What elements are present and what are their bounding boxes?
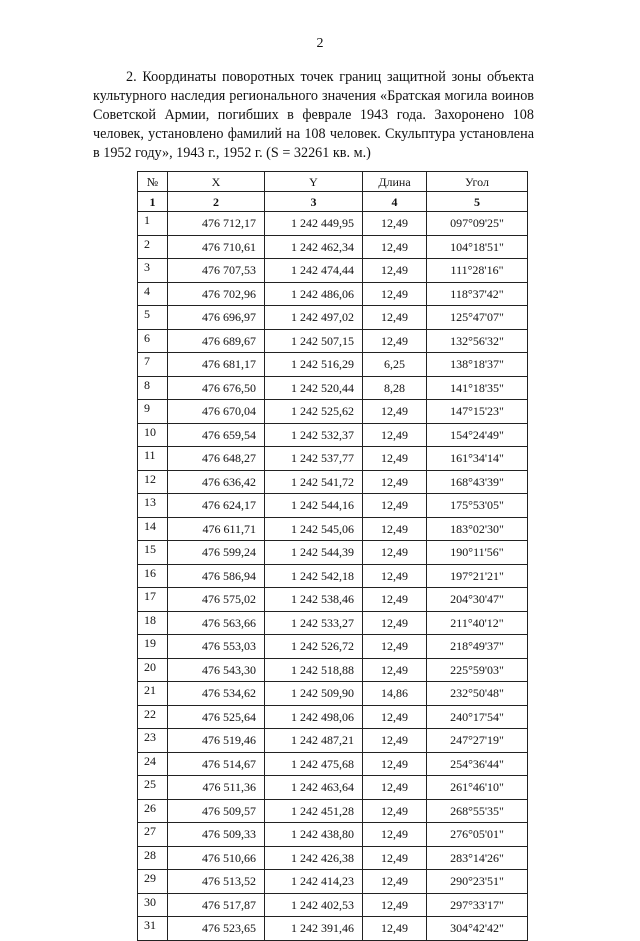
cell-angle: 225°59'03": [427, 658, 528, 682]
cell-x: 476 553,03: [168, 635, 265, 659]
table-row: [138, 611, 528, 635]
cell-angle: 240°17'54": [427, 705, 528, 729]
cell-x: 476 514,67: [168, 752, 265, 776]
cell-x: 476 670,04: [168, 400, 265, 424]
cell-y: 1 242 516,29: [265, 353, 363, 377]
cell-y: 1 242 525,62: [265, 400, 363, 424]
table-row: [138, 846, 528, 870]
table-row: [138, 588, 528, 612]
cell-x: 476 696,97: [168, 306, 265, 330]
cell-y: 1 242 463,64: [265, 776, 363, 800]
cell-length: 12,49: [363, 306, 427, 330]
table-row: [138, 917, 528, 941]
cell-angle: 175°53'05": [427, 494, 528, 518]
table-row: [138, 541, 528, 565]
cell-length: 12,49: [363, 611, 427, 635]
cell-point-number: 14: [138, 517, 168, 541]
column-number: 1: [138, 192, 168, 212]
cell-y: 1 242 449,95: [265, 212, 363, 236]
cell-x: 476 525,64: [168, 705, 265, 729]
cell-x: 476 681,17: [168, 353, 265, 377]
table-row: [138, 282, 528, 306]
cell-point-number: 25: [138, 776, 168, 800]
cell-x: 476 710,61: [168, 235, 265, 259]
cell-y: 1 242 545,06: [265, 517, 363, 541]
cell-angle: 218°49'37": [427, 635, 528, 659]
table-row: [138, 212, 528, 236]
cell-y: 1 242 537,77: [265, 447, 363, 471]
cell-angle: 276°05'01": [427, 823, 528, 847]
cell-angle: 154°24'49": [427, 423, 528, 447]
cell-angle: 283°14'26": [427, 846, 528, 870]
table-row: [138, 376, 528, 400]
cell-angle: 190°11'56": [427, 541, 528, 565]
column-number: 5: [427, 192, 528, 212]
table-row: [138, 306, 528, 330]
cell-angle: 138°18'37": [427, 353, 528, 377]
cell-y: 1 242 391,46: [265, 917, 363, 941]
cell-point-number: 23: [138, 729, 168, 753]
cell-y: 1 242 475,68: [265, 752, 363, 776]
header-angle: Угол: [427, 172, 528, 192]
table-row: [138, 752, 528, 776]
cell-x: 476 509,57: [168, 799, 265, 823]
cell-point-number: 17: [138, 588, 168, 612]
cell-y: 1 242 509,90: [265, 682, 363, 706]
table-row: [138, 423, 528, 447]
cell-y: 1 242 526,72: [265, 635, 363, 659]
table-row: [138, 494, 528, 518]
cell-angle: 118°37'42": [427, 282, 528, 306]
cell-x: 476 689,67: [168, 329, 265, 353]
cell-length: 12,49: [363, 823, 427, 847]
table-row: [138, 823, 528, 847]
column-number: 4: [363, 192, 427, 212]
cell-y: 1 242 507,15: [265, 329, 363, 353]
header-length: Длина: [363, 172, 427, 192]
cell-point-number: 15: [138, 541, 168, 565]
table-row: [138, 729, 528, 753]
header-number: №: [138, 172, 168, 192]
table-row: [138, 705, 528, 729]
cell-angle: 104°18'51": [427, 235, 528, 259]
table-row: [138, 470, 528, 494]
cell-x: 476 599,24: [168, 541, 265, 565]
cell-length: 12,49: [363, 541, 427, 565]
cell-length: 12,49: [363, 635, 427, 659]
cell-point-number: 1: [138, 212, 168, 236]
coordinates-table: [137, 171, 528, 941]
cell-x: 476 624,17: [168, 494, 265, 518]
cell-angle: 204°30'47": [427, 588, 528, 612]
table-row: [138, 400, 528, 424]
cell-angle: 232°50'48": [427, 682, 528, 706]
cell-length: 12,49: [363, 917, 427, 941]
cell-point-number: 12: [138, 470, 168, 494]
cell-length: 12,49: [363, 212, 427, 236]
cell-point-number: 2: [138, 235, 168, 259]
cell-x: 476 513,52: [168, 870, 265, 894]
cell-angle: 141°18'35": [427, 376, 528, 400]
cell-length: 14,86: [363, 682, 427, 706]
cell-length: 12,49: [363, 846, 427, 870]
table-row: [138, 776, 528, 800]
cell-point-number: 5: [138, 306, 168, 330]
cell-y: 1 242 426,38: [265, 846, 363, 870]
cell-angle: 211°40'12": [427, 611, 528, 635]
cell-point-number: 24: [138, 752, 168, 776]
cell-point-number: 28: [138, 846, 168, 870]
table-row: [138, 870, 528, 894]
cell-x: 476 534,62: [168, 682, 265, 706]
cell-point-number: 9: [138, 400, 168, 424]
cell-x: 476 509,33: [168, 823, 265, 847]
cell-length: 12,49: [363, 564, 427, 588]
cell-y: 1 242 533,27: [265, 611, 363, 635]
cell-angle: 261°46'10": [427, 776, 528, 800]
cell-y: 1 242 541,72: [265, 470, 363, 494]
cell-y: 1 242 474,44: [265, 259, 363, 283]
table-row: [138, 799, 528, 823]
cell-length: 12,49: [363, 470, 427, 494]
cell-y: 1 242 438,80: [265, 823, 363, 847]
page-number: 2: [316, 36, 324, 51]
cell-x: 476 659,54: [168, 423, 265, 447]
cell-y: 1 242 497,02: [265, 306, 363, 330]
cell-length: 12,49: [363, 705, 427, 729]
cell-y: 1 242 414,23: [265, 870, 363, 894]
cell-length: 12,49: [363, 588, 427, 612]
cell-point-number: 4: [138, 282, 168, 306]
cell-point-number: 22: [138, 705, 168, 729]
cell-length: 12,49: [363, 423, 427, 447]
table-column-numbers-row: [138, 192, 528, 212]
cell-angle: 168°43'39": [427, 470, 528, 494]
cell-point-number: 20: [138, 658, 168, 682]
cell-y: 1 242 498,06: [265, 705, 363, 729]
coordinates-table-body: [138, 172, 528, 941]
cell-length: 12,49: [363, 259, 427, 283]
cell-length: 6,25: [363, 353, 427, 377]
cell-length: 12,49: [363, 776, 427, 800]
cell-point-number: 10: [138, 423, 168, 447]
cell-length: 12,49: [363, 494, 427, 518]
header-y: Y: [265, 172, 363, 192]
cell-x: 476 511,36: [168, 776, 265, 800]
cell-length: 12,49: [363, 799, 427, 823]
cell-angle: 097°09'25": [427, 212, 528, 236]
cell-x: 476 702,96: [168, 282, 265, 306]
table-row: [138, 635, 528, 659]
cell-point-number: 6: [138, 329, 168, 353]
column-number: 2: [168, 192, 265, 212]
cell-length: 12,49: [363, 447, 427, 471]
table-row: [138, 682, 528, 706]
cell-length: 8,28: [363, 376, 427, 400]
cell-y: 1 242 518,88: [265, 658, 363, 682]
cell-y: 1 242 532,37: [265, 423, 363, 447]
cell-x: 476 707,53: [168, 259, 265, 283]
cell-point-number: 30: [138, 893, 168, 917]
cell-y: 1 242 402,53: [265, 893, 363, 917]
cell-point-number: 18: [138, 611, 168, 635]
cell-angle: 132°56'32": [427, 329, 528, 353]
cell-point-number: 7: [138, 353, 168, 377]
intro-paragraph: [93, 68, 534, 163]
cell-point-number: 29: [138, 870, 168, 894]
cell-point-number: 31: [138, 917, 168, 941]
cell-angle: 183°02'30": [427, 517, 528, 541]
intro-text: 2. Координаты поворотных точек границ защитной зоны объекта культурного наследия регионального значения «Братская могила воинов Советской Армии, погибших в феврале 1943 года. Захоронено 108 человек, установлено фамилий на 108 человек. Скульптура установлена в 1952 году», 1943 г., 1952 г. (S = 32261 кв. м.): [93, 69, 534, 161]
cell-angle: 125°47'07": [427, 306, 528, 330]
cell-angle: 247°27'19": [427, 729, 528, 753]
cell-x: 476 519,46: [168, 729, 265, 753]
cell-length: 12,49: [363, 658, 427, 682]
cell-y: 1 242 538,46: [265, 588, 363, 612]
cell-length: 12,49: [363, 329, 427, 353]
cell-angle: 147°15'23": [427, 400, 528, 424]
cell-y: 1 242 542,18: [265, 564, 363, 588]
cell-x: 476 676,50: [168, 376, 265, 400]
cell-point-number: 3: [138, 259, 168, 283]
cell-x: 476 611,71: [168, 517, 265, 541]
cell-angle: 297°33'17": [427, 893, 528, 917]
table-row: [138, 329, 528, 353]
cell-x: 476 523,65: [168, 917, 265, 941]
cell-y: 1 242 451,28: [265, 799, 363, 823]
table-row: [138, 447, 528, 471]
cell-angle: 268°55'35": [427, 799, 528, 823]
cell-x: 476 712,17: [168, 212, 265, 236]
column-number: 3: [265, 192, 363, 212]
cell-angle: 111°28'16": [427, 259, 528, 283]
cell-point-number: 26: [138, 799, 168, 823]
cell-point-number: 16: [138, 564, 168, 588]
cell-length: 12,49: [363, 752, 427, 776]
cell-point-number: 8: [138, 376, 168, 400]
cell-length: 12,49: [363, 870, 427, 894]
cell-angle: 254°36'44": [427, 752, 528, 776]
cell-y: 1 242 544,39: [265, 541, 363, 565]
table-row: [138, 235, 528, 259]
table-row: [138, 353, 528, 377]
table-row: [138, 564, 528, 588]
cell-y: 1 242 486,06: [265, 282, 363, 306]
cell-length: 12,49: [363, 400, 427, 424]
cell-x: 476 510,66: [168, 846, 265, 870]
cell-point-number: 11: [138, 447, 168, 471]
table-row: [138, 259, 528, 283]
cell-y: 1 242 544,16: [265, 494, 363, 518]
cell-point-number: 21: [138, 682, 168, 706]
table-header-row: [138, 172, 528, 192]
cell-point-number: 13: [138, 494, 168, 518]
cell-x: 476 636,42: [168, 470, 265, 494]
table-row: [138, 658, 528, 682]
cell-x: 476 563,66: [168, 611, 265, 635]
cell-x: 476 586,94: [168, 564, 265, 588]
cell-x: 476 517,87: [168, 893, 265, 917]
cell-y: 1 242 462,34: [265, 235, 363, 259]
cell-length: 12,49: [363, 282, 427, 306]
cell-angle: 161°34'14": [427, 447, 528, 471]
cell-x: 476 648,27: [168, 447, 265, 471]
cell-point-number: 19: [138, 635, 168, 659]
cell-length: 12,49: [363, 517, 427, 541]
header-x: X: [168, 172, 265, 192]
cell-angle: 197°21'21": [427, 564, 528, 588]
cell-length: 12,49: [363, 893, 427, 917]
table-row: [138, 517, 528, 541]
cell-y: 1 242 520,44: [265, 376, 363, 400]
cell-angle: 290°23'51": [427, 870, 528, 894]
cell-y: 1 242 487,21: [265, 729, 363, 753]
cell-x: 476 575,02: [168, 588, 265, 612]
cell-length: 12,49: [363, 235, 427, 259]
cell-length: 12,49: [363, 729, 427, 753]
cell-angle: 304°42'42": [427, 917, 528, 941]
cell-point-number: 27: [138, 823, 168, 847]
cell-x: 476 543,30: [168, 658, 265, 682]
